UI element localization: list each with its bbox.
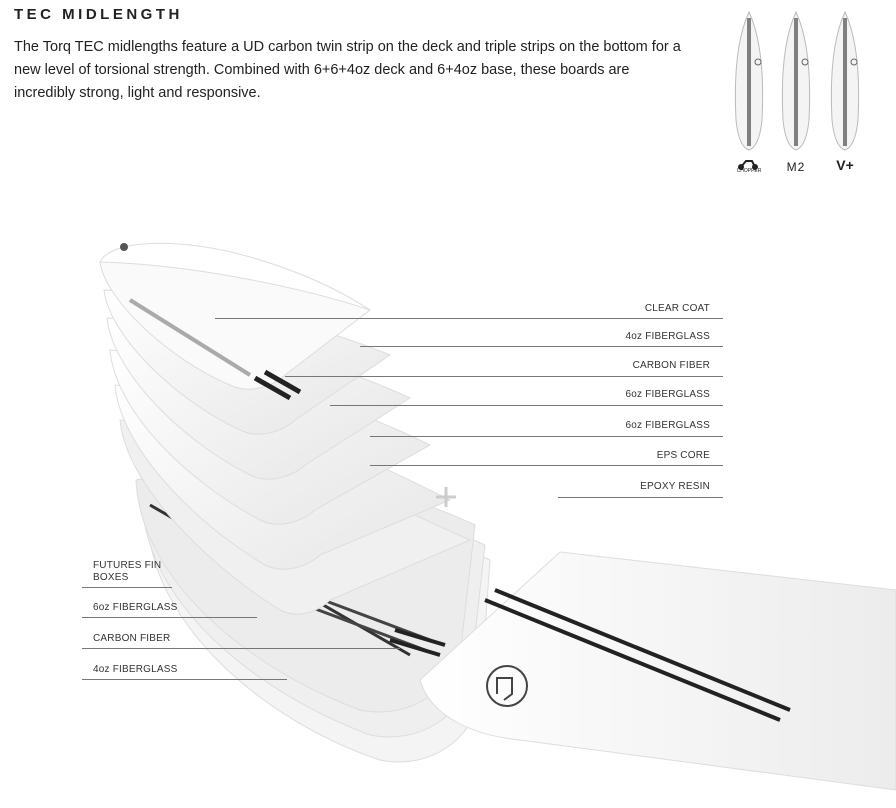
leader-4oz-fiberglass — [360, 346, 723, 347]
model-label-chopper: CHOPPER — [736, 168, 762, 174]
page-title: TEC MIDLENGTH — [14, 6, 183, 23]
callout-6oz-fiberglass-1: 6oz FIBERGLASS — [625, 389, 710, 400]
model-label-vplus: V+ — [836, 157, 854, 173]
leader-6oz-fiberglass-1 — [330, 405, 723, 406]
leader-carbon-fiber — [285, 376, 723, 377]
leader-bottom-4oz-fiberglass — [82, 679, 287, 680]
leader-bottom-carbon-fiber — [82, 648, 400, 649]
callout-bottom-6oz-fiberglass: 6oz FIBERGLASS — [93, 602, 178, 613]
leash-plug-icon — [120, 243, 128, 251]
callout-clear-coat: CLEAR COAT — [644, 303, 710, 314]
callout-futures-fin-boxes: FUTURES FIN BOXES — [93, 560, 162, 583]
callout-carbon-fiber: CARBON FIBER — [632, 360, 710, 371]
callout-4oz-fiberglass: 4oz FIBERGLASS — [625, 331, 710, 342]
callout-bottom-carbon-fiber: CARBON FIBER — [93, 633, 171, 644]
callout-6oz-fiberglass-2: 6oz FIBERGLASS — [625, 420, 710, 431]
leader-futures-fin-boxes — [82, 587, 172, 588]
callout-eps-core: EPS CORE — [656, 450, 710, 461]
callout-epoxy-resin: EPOXY RESIN — [640, 481, 710, 492]
leader-epoxy-resin — [558, 497, 723, 498]
leader-bottom-6oz-fiberglass — [82, 617, 257, 618]
description-text: The Torq TEC midlengths feature a UD carbon twin strip on the deck and triple strips on the bottom for a new level of torsional strength. Combined with 6+6+4oz deck and 6+4oz base, these boards are incredibly strong, light and responsive. — [14, 39, 681, 101]
callout-bottom-4oz-fiberglass: 4oz FIBERGLASS — [93, 664, 178, 675]
leader-6oz-fiberglass-2 — [370, 436, 723, 437]
leader-clear-coat — [215, 318, 723, 319]
model-label-m2: M2 — [786, 160, 806, 174]
leader-eps-core — [370, 465, 723, 466]
